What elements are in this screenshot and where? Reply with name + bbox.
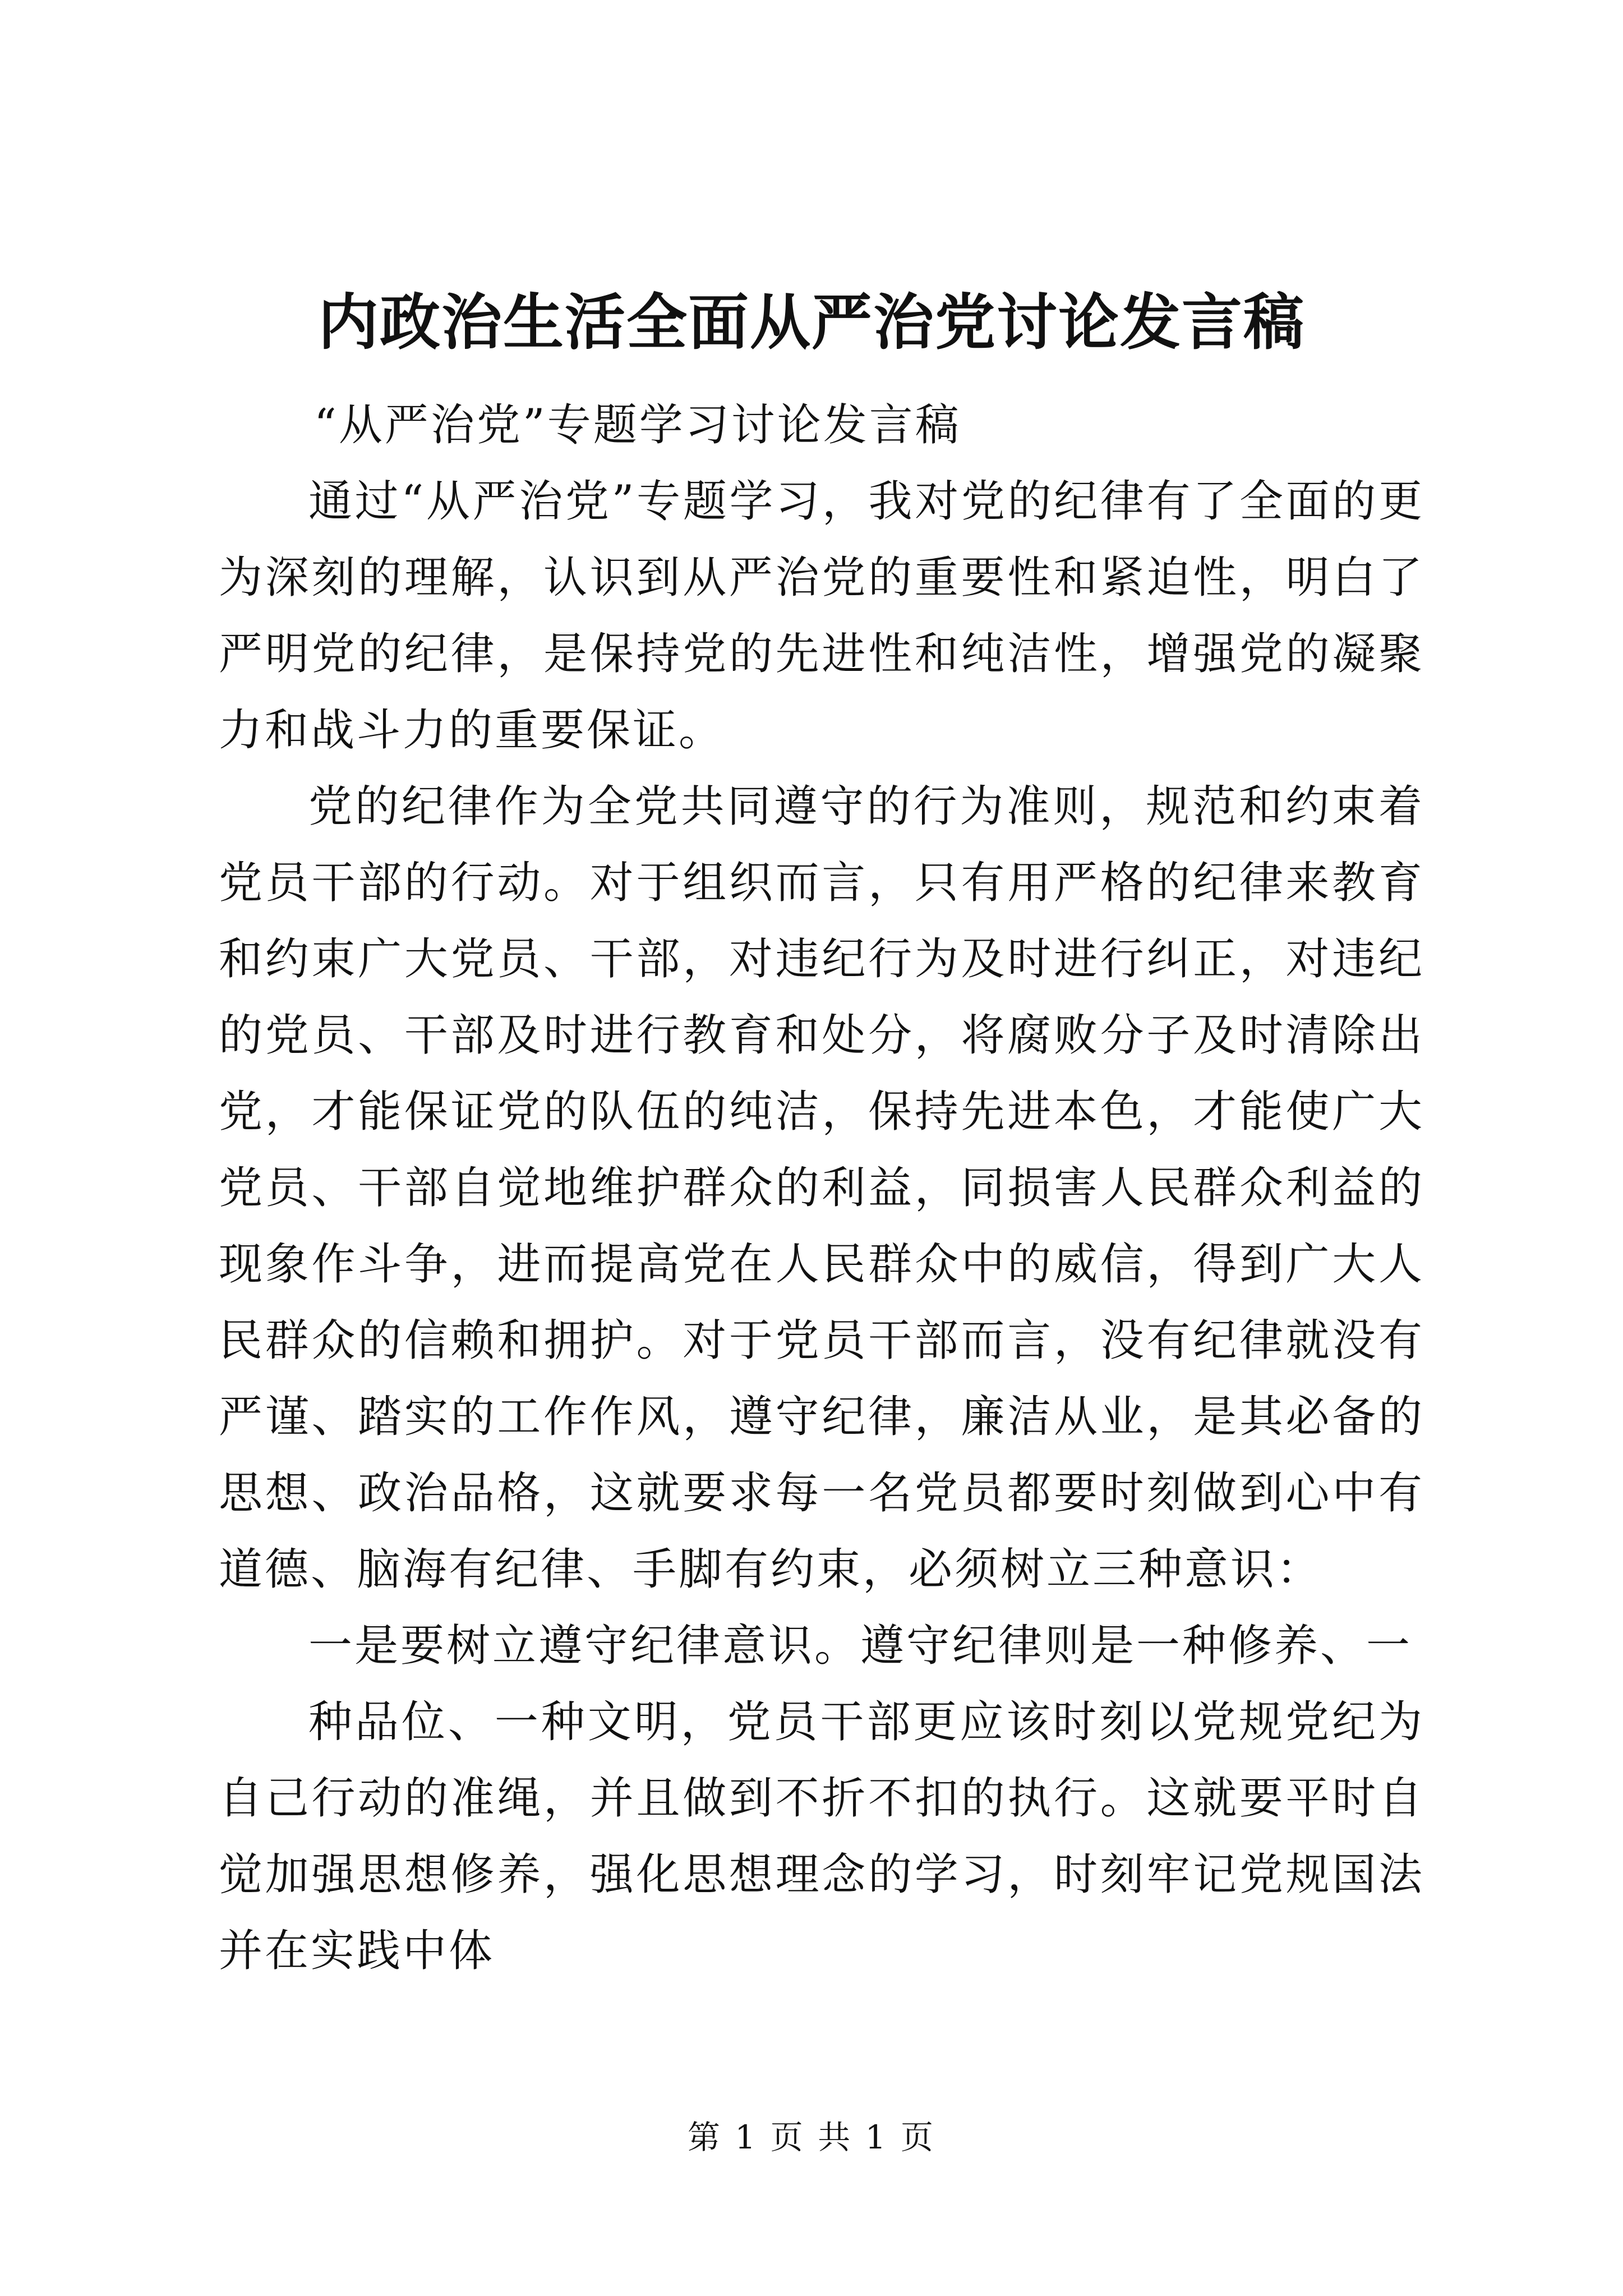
- body-paragraph: 一是要树立遵守纪律意识。遵守纪律则是一种修养、一: [308, 1621, 1413, 1671]
- document-body: [219, 387, 1424, 1989]
- subtitle-paragraph: “从严治党”专题学习讨论发言稿: [314, 400, 961, 450]
- body-paragraph: 党的纪律作为全党共同遵守的行为准则，规范和约束着党员干部的行动。对于组织而言，只有用严格的纪律来教育和约束广大党员、干部，对违纪行为及时进行纠正，对违纪的党员、干部及时进行教育和处分，将腐败分子及时清除出党，才能保证党的队伍的纯洁，保持先进本色，才能使广大党员、干部自觉地维护群众的利益，同损害人民群众利益的现象作斗争，进而提高党在人民群众中的威信，得到广大人民群众的信赖和拥护。对于党员干部而言，没有纪律就没有严谨、踏实的工作作风，遵守纪律，廉洁从业，是其必备的思想、政治品格，这就要求每一名党员都要时刻做到心中有道德、脑海有纪律、手脚有约束，必须树立三种意识：: [219, 781, 1424, 1595]
- body-paragraph: 通过“从严治党”专题学习，我对党的纪律有了全面的更为深刻的理解，认识到从严治党的重要性和紧迫性，明白了严明党的纪律，是保持党的先进性和纯洁性，增强党的凝聚力和战斗力的重要保证。: [219, 476, 1424, 756]
- document-title: 内政治生活全面从严治党讨论发言稿: [317, 287, 1305, 358]
- page-footer: 第 1 页 共 1 页: [688, 2118, 935, 2156]
- body-paragraph: 种品位、一种文明，党员干部更应该时刻以党规党纪为自己行动的准绳，并且做到不折不扣的执行。这就要平时自觉加强思想修养，强化思想理念的学习，时刻牢记党规国法并在实践中体: [219, 1697, 1424, 1976]
